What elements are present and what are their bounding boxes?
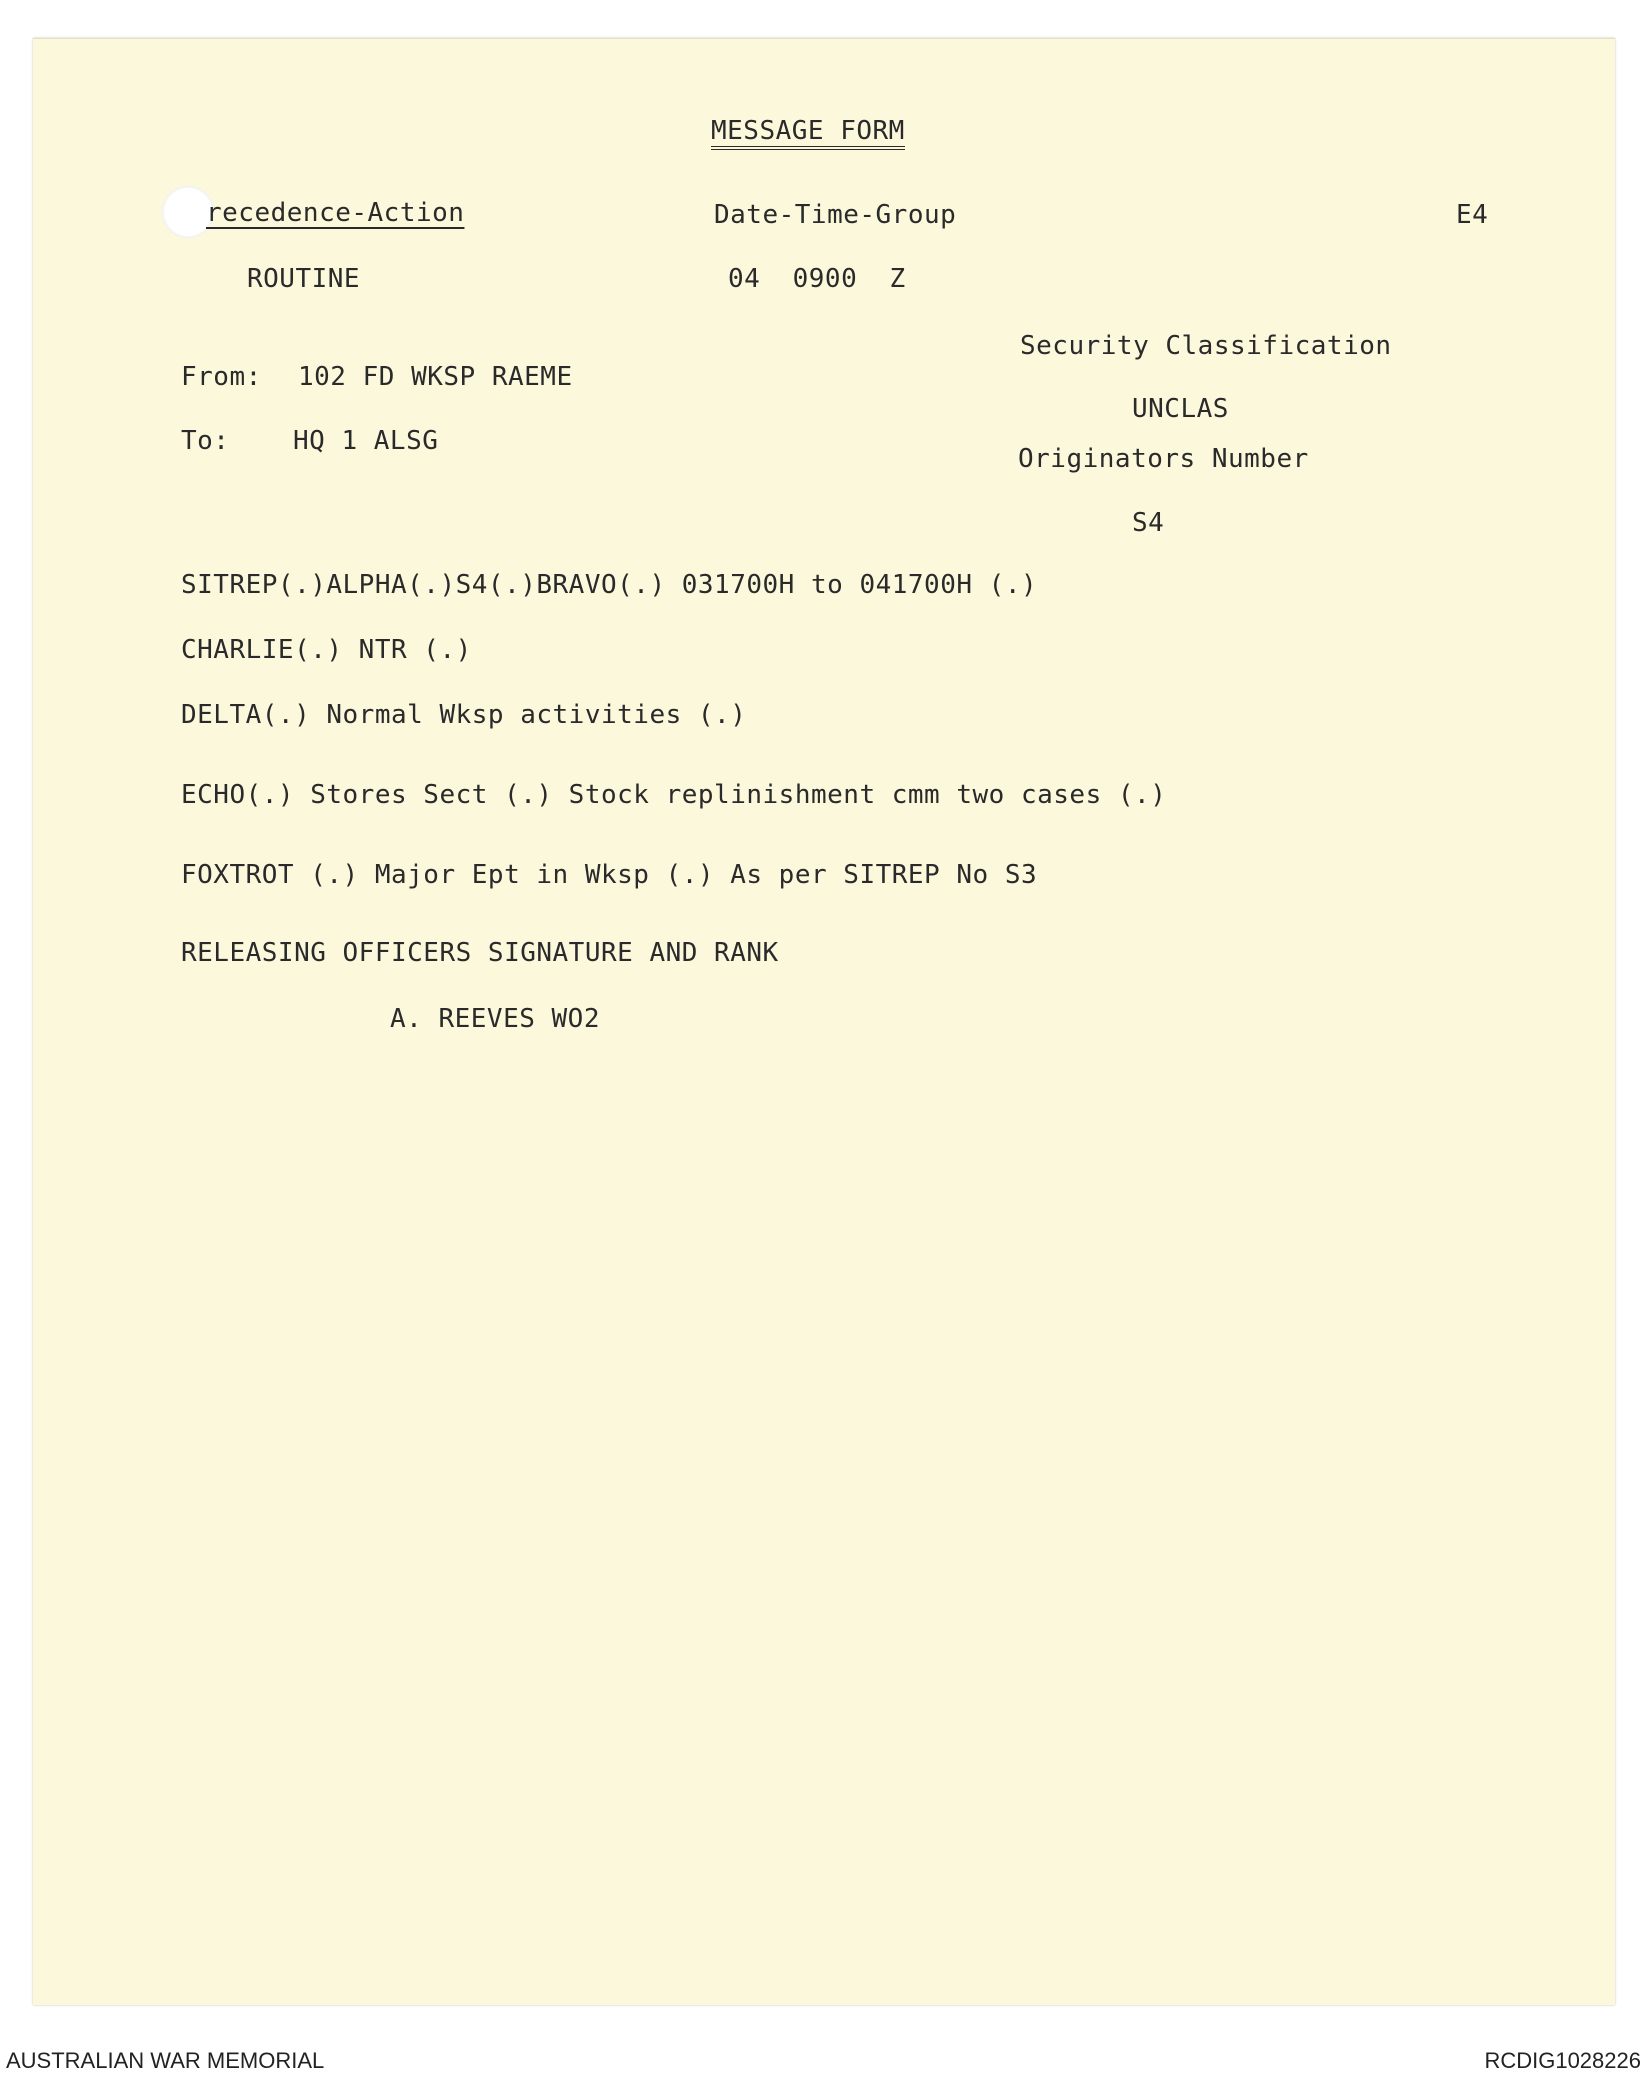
precedence-value: ROUTINE <box>247 264 361 294</box>
originator-label: Originators Number <box>1018 444 1309 474</box>
form-title: MESSAGE FORM <box>711 118 905 150</box>
originator-value: S4 <box>1132 508 1165 538</box>
dtg-value: 04 0900 Z <box>728 264 906 294</box>
message-line-foxtrot: FOXTROT (.) Major Ept in Wksp (.) As per SITREP No S3 <box>181 860 1038 890</box>
message-line-charlie: CHARLIE(.) NTR (.) <box>181 635 472 665</box>
from-value: 102 FD WKSP RAEME <box>298 362 573 392</box>
dtg-label: Date-Time-Group <box>714 200 957 230</box>
security-label: Security Classification <box>1020 331 1392 361</box>
archive-name: AUSTRALIAN WAR MEMORIAL <box>6 2048 325 2073</box>
from-label: From: <box>181 362 262 392</box>
message-line-sitrep: SITREP(.)ALPHA(.)S4(.)BRAVO(.) 031700H to 041700H (.) <box>181 570 1038 600</box>
to-value: HQ 1 ALSG <box>293 426 439 456</box>
message-line-echo: ECHO(.) Stores Sect (.) Stock replinishment cmm two cases (.) <box>181 780 1167 810</box>
message-line-delta: DELTA(.) Normal Wksp activities (.) <box>181 700 747 730</box>
page-ref: E4 <box>1456 200 1489 230</box>
precedence-label: recedence-Action <box>206 198 465 228</box>
signature-value: A. REEVES WO2 <box>390 1004 600 1034</box>
security-value: UNCLAS <box>1132 394 1229 424</box>
to-label: To: <box>181 426 230 456</box>
archive-reference: RCDIG1028226 <box>1484 2048 1641 2073</box>
signature-label: RELEASING OFFICERS SIGNATURE AND RANK <box>181 938 779 968</box>
